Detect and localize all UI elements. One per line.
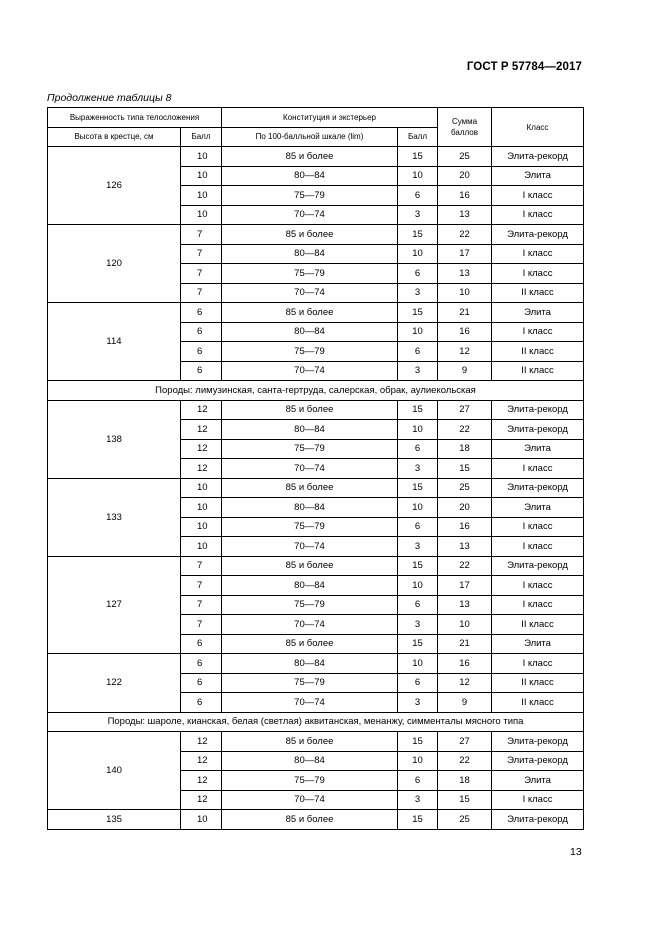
sum-cell: 9: [438, 693, 492, 713]
class-cell: II класс: [492, 615, 584, 635]
constitution-points-cell: 10: [398, 751, 438, 771]
class-cell: Элита: [492, 498, 584, 518]
class-cell: II класс: [492, 361, 584, 381]
points-cell: 6: [181, 361, 222, 381]
sum-cell: 15: [438, 459, 492, 479]
header-height: Высота в крестце, см: [48, 127, 181, 147]
scale-range-cell: 80—84: [222, 576, 398, 596]
points-cell: 10: [181, 186, 222, 206]
sum-cell: 9: [438, 361, 492, 381]
class-cell: Элита-рекорд: [492, 420, 584, 440]
scale-range-cell: 85 и более: [222, 225, 398, 245]
class-cell: Элита-рекорд: [492, 751, 584, 771]
sum-cell: 13: [438, 205, 492, 225]
scale-range-cell: 70—74: [222, 537, 398, 557]
points-cell: 6: [181, 654, 222, 674]
points-cell: 7: [181, 283, 222, 303]
table-body: [48, 147, 584, 830]
sum-cell: 13: [438, 537, 492, 557]
points-cell: 7: [181, 615, 222, 635]
points-cell: 12: [181, 751, 222, 771]
scale-range-cell: 75—79: [222, 595, 398, 615]
points-cell: 12: [181, 400, 222, 420]
class-cell: I класс: [492, 537, 584, 557]
class-cell: I класс: [492, 576, 584, 596]
points-cell: 7: [181, 244, 222, 264]
class-cell: I класс: [492, 186, 584, 206]
sum-cell: 25: [438, 478, 492, 498]
scale-range-cell: 70—74: [222, 459, 398, 479]
constitution-points-cell: 15: [398, 303, 438, 323]
scale-range-cell: 75—79: [222, 673, 398, 693]
scale-range-cell: 75—79: [222, 771, 398, 791]
classification-table: [47, 107, 584, 830]
scale-range-cell: 80—84: [222, 420, 398, 440]
sum-cell: 16: [438, 517, 492, 537]
sum-cell: 21: [438, 303, 492, 323]
class-cell: I класс: [492, 654, 584, 674]
sum-cell: 20: [438, 166, 492, 186]
scale-range-cell: 85 и более: [222, 478, 398, 498]
class-cell: Элита-рекорд: [492, 732, 584, 752]
height-cell: 120: [48, 225, 181, 303]
scale-range-cell: 70—74: [222, 615, 398, 635]
table-row: [48, 303, 584, 323]
constitution-points-cell: 3: [398, 693, 438, 713]
sum-cell: 21: [438, 634, 492, 654]
class-cell: Элита-рекорд: [492, 147, 584, 167]
scale-range-cell: 80—84: [222, 166, 398, 186]
points-cell: 12: [181, 420, 222, 440]
points-cell: 12: [181, 771, 222, 791]
class-cell: Элита: [492, 634, 584, 654]
constitution-points-cell: 15: [398, 556, 438, 576]
sum-cell: 16: [438, 322, 492, 342]
class-cell: Элита-рекорд: [492, 400, 584, 420]
sum-cell: 15: [438, 790, 492, 810]
sum-cell: 25: [438, 810, 492, 830]
sum-cell: 13: [438, 264, 492, 284]
points-cell: 6: [181, 634, 222, 654]
header-sum: Сумма баллов: [438, 108, 492, 147]
height-cell: 138: [48, 400, 181, 478]
header-class: Класс: [492, 108, 584, 147]
class-cell: Элита-рекорд: [492, 810, 584, 830]
height-cell: 114: [48, 303, 181, 381]
section-row: [48, 381, 584, 401]
scale-range-cell: 85 и более: [222, 147, 398, 167]
scale-range-cell: 85 и более: [222, 732, 398, 752]
class-cell: II класс: [492, 283, 584, 303]
points-cell: 10: [181, 498, 222, 518]
sum-cell: 22: [438, 556, 492, 576]
scale-range-cell: 85 и более: [222, 303, 398, 323]
height-cell: 126: [48, 147, 181, 225]
scale-range-cell: 70—74: [222, 790, 398, 810]
scale-range-cell: 75—79: [222, 342, 398, 362]
points-cell: 7: [181, 556, 222, 576]
points-cell: 12: [181, 790, 222, 810]
sum-cell: 12: [438, 673, 492, 693]
constitution-points-cell: 10: [398, 244, 438, 264]
scale-range-cell: 85 и более: [222, 400, 398, 420]
points-cell: 10: [181, 537, 222, 557]
constitution-points-cell: 15: [398, 225, 438, 245]
sum-cell: 18: [438, 771, 492, 791]
height-cell: 135: [48, 810, 181, 830]
sum-cell: 20: [438, 498, 492, 518]
section-row: [48, 712, 584, 732]
class-cell: I класс: [492, 264, 584, 284]
sum-cell: 10: [438, 615, 492, 635]
constitution-points-cell: 3: [398, 537, 438, 557]
table-caption: Продолжение таблицы 8: [47, 92, 172, 104]
class-cell: Элита: [492, 439, 584, 459]
class-cell: II класс: [492, 693, 584, 713]
points-cell: 10: [181, 478, 222, 498]
scale-range-cell: 75—79: [222, 439, 398, 459]
sum-cell: 27: [438, 732, 492, 752]
sum-cell: 22: [438, 225, 492, 245]
document-code: ГОСТ Р 57784—2017: [466, 61, 582, 73]
sum-cell: 22: [438, 420, 492, 440]
sum-cell: 13: [438, 595, 492, 615]
scale-range-cell: 70—74: [222, 283, 398, 303]
constitution-points-cell: 6: [398, 517, 438, 537]
constitution-points-cell: 15: [398, 810, 438, 830]
points-cell: 12: [181, 732, 222, 752]
class-cell: II класс: [492, 342, 584, 362]
points-cell: 6: [181, 303, 222, 323]
breed-section-title: Породы: лимузинская, санта-гертруда, салерская, обрак, аулиекольская: [48, 381, 584, 401]
sum-cell: 22: [438, 751, 492, 771]
points-cell: 7: [181, 225, 222, 245]
header-points: Балл: [398, 127, 438, 147]
constitution-points-cell: 10: [398, 420, 438, 440]
points-cell: 10: [181, 810, 222, 830]
constitution-points-cell: 6: [398, 439, 438, 459]
points-cell: 6: [181, 673, 222, 693]
points-cell: 10: [181, 205, 222, 225]
constitution-points-cell: 3: [398, 790, 438, 810]
points-cell: 7: [181, 576, 222, 596]
table-row: [48, 810, 584, 830]
points-cell: 7: [181, 264, 222, 284]
table-row: [48, 225, 584, 245]
class-cell: I класс: [492, 517, 584, 537]
sum-cell: 27: [438, 400, 492, 420]
sum-cell: 16: [438, 654, 492, 674]
points-cell: 6: [181, 693, 222, 713]
scale-range-cell: 75—79: [222, 517, 398, 537]
constitution-points-cell: 15: [398, 634, 438, 654]
sum-cell: 17: [438, 576, 492, 596]
constitution-points-cell: 6: [398, 342, 438, 362]
constitution-points-cell: 15: [398, 732, 438, 752]
breed-section-title: Породы: шароле, кианская, белая (светлая) аквитанская, менанжу, симменталы мясного типа: [48, 712, 584, 732]
sum-cell: 17: [438, 244, 492, 264]
table-row: [48, 400, 584, 420]
constitution-points-cell: 6: [398, 186, 438, 206]
constitution-points-cell: 15: [398, 478, 438, 498]
height-cell: 133: [48, 478, 181, 556]
class-cell: I класс: [492, 244, 584, 264]
height-cell: 127: [48, 556, 181, 654]
constitution-points-cell: 3: [398, 361, 438, 381]
sum-cell: 12: [438, 342, 492, 362]
scale-range-cell: 75—79: [222, 264, 398, 284]
constitution-points-cell: 15: [398, 400, 438, 420]
points-cell: 10: [181, 166, 222, 186]
scale-range-cell: 80—84: [222, 498, 398, 518]
constitution-points-cell: 10: [398, 322, 438, 342]
sum-cell: 16: [438, 186, 492, 206]
points-cell: 10: [181, 517, 222, 537]
scale-range-cell: 80—84: [222, 654, 398, 674]
points-cell: 12: [181, 439, 222, 459]
class-cell: Элита-рекорд: [492, 225, 584, 245]
constitution-points-cell: 6: [398, 595, 438, 615]
constitution-points-cell: 10: [398, 166, 438, 186]
scale-range-cell: 80—84: [222, 751, 398, 771]
sum-cell: 25: [438, 147, 492, 167]
page-number: 13: [570, 846, 582, 858]
scale-range-cell: 85 и более: [222, 634, 398, 654]
class-cell: Элита-рекорд: [492, 556, 584, 576]
points-cell: 6: [181, 322, 222, 342]
scale-range-cell: 75—79: [222, 186, 398, 206]
scale-range-cell: 70—74: [222, 361, 398, 381]
constitution-points-cell: 10: [398, 654, 438, 674]
table-row: [48, 147, 584, 167]
scale-range-cell: 70—74: [222, 205, 398, 225]
points-cell: 10: [181, 147, 222, 167]
constitution-points-cell: 3: [398, 459, 438, 479]
constitution-points-cell: 6: [398, 264, 438, 284]
constitution-points-cell: 10: [398, 576, 438, 596]
class-cell: Элита: [492, 166, 584, 186]
constitution-points-cell: 10: [398, 498, 438, 518]
sum-cell: 10: [438, 283, 492, 303]
class-cell: Элита: [492, 771, 584, 791]
class-cell: Элита-рекорд: [492, 478, 584, 498]
header-body-type: Выраженность типа телосложения: [48, 108, 222, 128]
scale-range-cell: 85 и более: [222, 810, 398, 830]
scale-range-cell: 80—84: [222, 322, 398, 342]
points-cell: 6: [181, 342, 222, 362]
scale-range-cell: 85 и более: [222, 556, 398, 576]
class-cell: I класс: [492, 595, 584, 615]
points-cell: 12: [181, 459, 222, 479]
header-points: Балл: [181, 127, 222, 147]
scale-range-cell: 80—84: [222, 244, 398, 264]
class-cell: I класс: [492, 322, 584, 342]
constitution-points-cell: 15: [398, 147, 438, 167]
sum-cell: 18: [438, 439, 492, 459]
height-cell: 140: [48, 732, 181, 810]
class-cell: I класс: [492, 459, 584, 479]
constitution-points-cell: 6: [398, 771, 438, 791]
table-row: [48, 478, 584, 498]
table-row: [48, 732, 584, 752]
points-cell: 7: [181, 595, 222, 615]
header-constitution: Конституция и экстерьер: [222, 108, 438, 128]
class-cell: I класс: [492, 205, 584, 225]
class-cell: II класс: [492, 673, 584, 693]
class-cell: Элита: [492, 303, 584, 323]
table-row: [48, 556, 584, 576]
constitution-points-cell: 3: [398, 205, 438, 225]
scale-range-cell: 70—74: [222, 693, 398, 713]
constitution-points-cell: 3: [398, 283, 438, 303]
class-cell: I класс: [492, 790, 584, 810]
table-row: [48, 654, 584, 674]
height-cell: 122: [48, 654, 181, 713]
constitution-points-cell: 3: [398, 615, 438, 635]
header-scale: По 100-балльной шкале (lim): [222, 127, 398, 147]
constitution-points-cell: 6: [398, 673, 438, 693]
